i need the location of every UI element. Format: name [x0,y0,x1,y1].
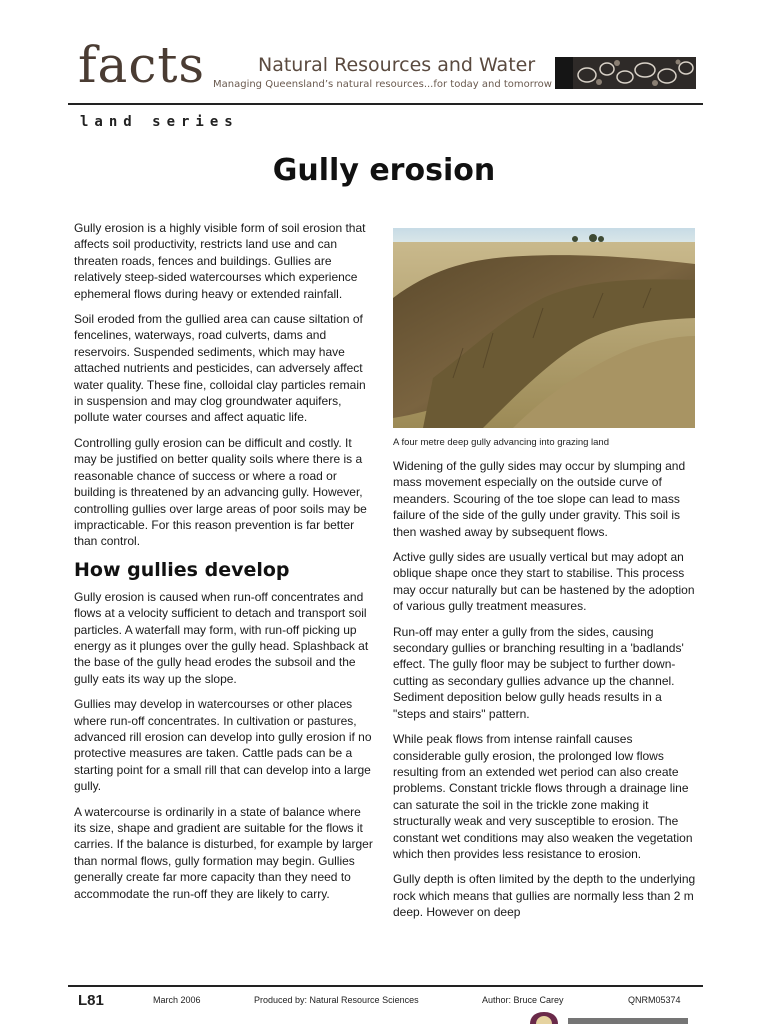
right-paragraph-4: While peak flows from intense rainfall causes considerable gully erosion, the prolonged low flows resulting from an extended wet period can also create problems. Constant trickle flows through a drainage line can saturate the soil in the trickle zone making it structurally weak and very susceptible to erosion. The constant wet conditions may also weaken the vegetation which then provides less resistance to erosion. [393,732,693,861]
footer-produced-by: Produced by: Natural Resource Sciences [254,995,419,1005]
department-name: Natural Resources and Water [258,54,536,76]
photo-caption: A four metre deep gully advancing into grazing land [393,437,609,448]
gully-photo [393,228,695,428]
page-title: Gully erosion [272,153,496,188]
right-paragraph-3: Run-off may enter a gully from the sides, causing secondary gullies or branching resulting in a 'badlands' effect. The gully floor may be subject to further down-cutting as secondary gullies advance up the channel. Sediment deposition below gully heads results in a "steps and stairs" pattern. [393,624,684,721]
footer-author: Author: Bruce Carey [482,995,564,1005]
footer-reference: QNRM05374 [628,995,681,1005]
series-label: land series [80,114,239,130]
section-heading: How gullies develop [74,558,290,581]
intro-paragraph-2: Soil eroded from the gullied area can cause siltation of fencelines, waterways, road culverts, dams and reservoirs. Suspended sediments, which may have attached nutrients and pesticides, can adversely affect water quality. These fine, colloidal clay particles remain in suspension and may clog groundwater aquifers, pollute water courses and affect aquatic life. [74,312,366,425]
develop-paragraph-2: Gullies may develop in watercourses or other places where run-off concentrates. In cultivation or pastures, advanced rill erosion can develop into gully erosion if no protective measures are taken. Cattle pads can be a starting point for a small rill that can develop into a large gully. [74,697,372,794]
right-paragraph-2: Active gully sides are usually vertical but may adopt an oblique shape once they start to stabilise. This process may occur naturally but can be hastened by the adoption of various gully treatment measures. [393,550,695,614]
right-paragraph-1: Widening of the gully sides may occur by slumping and mass movement especially on the outside curve of meanders. Scouring of the toe slope can lead to mass failure of the side of the gully under gravity. This soil is then washed away by subsequent flows. [393,459,686,539]
develop-paragraph-3: A watercourse is ordinarily in a state of balance where its size, shape and gradient are suitable for the flows it carries. If the balance is disturbed, for example by larger than normal flows, gully formation may begin. Gullies generally create far more capacity than they need to accommodate the run-off they are likely to carry. [74,804,373,901]
department-tagline: Managing Queensland’s natural resources...for today and tomorrow [213,79,552,90]
right-column [393,458,697,930]
facts-logo: facts [78,36,206,94]
footer-date: March 2006 [153,995,201,1005]
intro-paragraph-1: Gully erosion is a highly visible form of soil erosion that affects soil productivity, restricts land use and can threaten roads, fences and buildings. Gullies are relatively steep-sided watercourses which experience ephemeral flows during heavy or extended rainfall. [74,221,366,301]
left-column [74,220,374,911]
queensland-government-logo [522,1010,702,1024]
intro-paragraph-3: Controlling gully erosion can be difficult and costly. It may be justified on better quality soils where there is a reasonable chance of success or where a road or building is threatened by an advancing gully. However, controlling gullies over large areas of poor soils may be impracticable. For this reason prevention is far better than control. [74,435,367,549]
right-paragraph-5: Gully depth is often limited by the depth to the underlying rock which means that gullies are normally less than 2 m deep. However on deep [393,872,696,920]
footer-rule [68,985,703,987]
header-banner-image [555,57,696,89]
footer-code: L81 [78,992,104,1009]
header-rule [68,103,703,105]
develop-paragraph-1: Gully erosion is caused when run-off concentrates and flows at a velocity sufficient to detach and transport soil particles. A waterfall may form, with run-off picking up energy as it plunges over the gully head. Splashback at the base of the gully head erodes the subsoil and the gully eats its way up the slope. [74,589,369,686]
